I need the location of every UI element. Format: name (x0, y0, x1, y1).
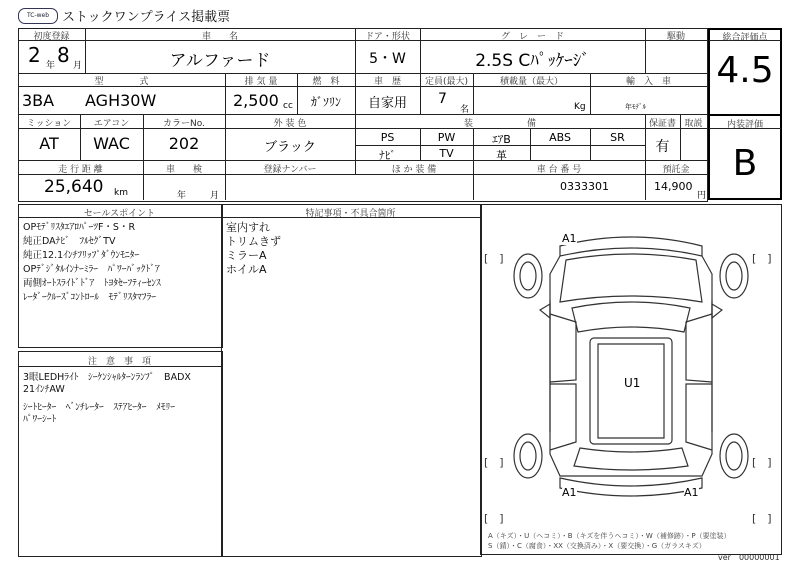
reg-month: 8 (57, 43, 70, 67)
history-label: 車 歴 (373, 77, 401, 87)
sales-line: OPﾓﾃﾞﾘｽﾀｴｱﾛﾊﾟｰﾂF・S・R (23, 222, 136, 233)
drive-label: 駆動 (666, 32, 685, 42)
remarks-label: 特記事項・不具合箇所 (305, 209, 396, 219)
inspection-month-unit: 月 (210, 191, 220, 201)
equip-tv: TV (439, 147, 454, 160)
inspection-label: 車 検 (165, 165, 202, 175)
reg-month-unit: 月 (73, 61, 83, 71)
remarks-line: 室内すれ (226, 221, 270, 234)
sales-line: 純正DAﾅﾋﾞ ﾌﾙｾｸﾞTV (23, 236, 116, 247)
inspection-year-unit: 年 (177, 191, 187, 201)
sales-line: 純正12.1ｲﾝﾁﾌﾘｯﾌﾟﾀﾞｳﾝﾓﾆﾀｰ (23, 250, 140, 261)
wheel-bracket: [ ] (484, 456, 504, 469)
warranty-label: 保証書 (648, 119, 676, 129)
remarks-line: トリムきず (226, 235, 281, 248)
equip-ps: PS (380, 131, 395, 144)
damage-mark-front: A1 (562, 232, 577, 245)
capacity-label: 定員(最大) (424, 77, 469, 87)
overall-score-label: 総合評価点 (722, 33, 768, 43)
displacement-label: 排 気 量 (244, 77, 278, 87)
wheel-bracket: [ ] (484, 252, 504, 265)
equipment-label: 装 備 (463, 119, 536, 129)
sales-label: セールスポイント (83, 209, 156, 219)
wheel-bracket: [ ] (752, 456, 772, 469)
remarks-line: ホイルA (226, 263, 267, 276)
color-no: 202 (168, 134, 200, 153)
damage-mark-rear-right: A1 (684, 486, 699, 499)
interior-score-label: 内装評価 (726, 120, 763, 130)
sales-line: 両側ｵｰﾄｽﾗｲﾄﾞﾄﾞｱ ﾄﾖﾀｾｰﾌﾃｨｰｾﾝｽ (23, 278, 161, 289)
deposit-unit: 円 (697, 191, 707, 201)
mileage-unit: km (114, 188, 128, 198)
capacity-unit: 名 (460, 105, 470, 115)
first-reg-label: 初度登録 (33, 32, 70, 42)
color-no-label: カラーNo. (163, 119, 205, 129)
payload-label: 積載量（最大） (499, 77, 563, 87)
notes-line: 21ｲﾝﾁAW (23, 384, 65, 395)
damage-mark-rear-left: A1 (562, 486, 577, 499)
model-prefix: 3BA (22, 91, 55, 110)
sales-line: OPﾃﾞｼﾞﾀﾙｲﾝﾅｰﾐﾗｰ ﾊﾟﾜｰﾊﾞｯｸﾄﾞｱ (23, 264, 160, 275)
grade-label: グ レ ー ド (500, 32, 564, 42)
payload-unit: Kg (574, 102, 586, 112)
damage-legend: A（キズ）・U（ヘコミ）・B（キズを伴うヘコミ）・W（補修跡）・P（要塗装） (488, 532, 731, 540)
capacity: 7 (438, 91, 447, 107)
plate-label: 登録ナンバー (263, 165, 317, 175)
deposit-label: 預託金 (662, 165, 690, 175)
exterior-label: 外 装 色 (273, 119, 307, 129)
reg-year-unit: 年 (46, 61, 56, 71)
notes-line: 3眼LEDHﾗｲﾄ ｼｰｹﾝｼｬﾙﾀｰﾝﾗﾝﾌﾟ BADX (23, 372, 191, 383)
exterior-color: ブラック (264, 140, 316, 155)
warranty: 有 (655, 139, 670, 155)
door-label: ドア・形状 (365, 32, 410, 42)
fuel: ｶﾞｿﾘﾝ (310, 95, 341, 109)
mission-label: ミッション (26, 119, 72, 129)
car-outline-diagram (480, 204, 782, 524)
equip-abs: ABS (549, 131, 571, 144)
damage-mark-roof: U1 (624, 376, 641, 390)
notes-line: ﾊﾟﾜｰｼｰﾄ (23, 414, 57, 425)
door-type: 5・W (369, 51, 406, 67)
extra-bracket: [ ] (752, 512, 772, 525)
extra-bracket: [ ] (484, 512, 504, 525)
mileage: 25,640 (44, 177, 104, 197)
logo: TC-web (18, 8, 58, 24)
reg-year: 2 (28, 43, 41, 67)
version: ver 00000001 (718, 553, 780, 562)
history: 自家用 (367, 96, 407, 111)
equip-pw: PW (437, 131, 456, 144)
mission: AT (39, 134, 59, 153)
equip-sr: SR (610, 131, 625, 144)
mileage-label: 走 行 距 離 (58, 165, 103, 175)
cc-unit: cc (283, 101, 293, 111)
remarks-line: ミラーA (226, 249, 267, 262)
equip-navi: ﾅﾋﾞ (379, 149, 396, 162)
chassis-number: 0333301 (560, 180, 609, 193)
import-label: 輸 入 車 (625, 77, 671, 87)
aircon-label: エアコン (93, 119, 130, 129)
equip-leather: 革 (496, 149, 507, 162)
overall-score: 4.5 (716, 50, 774, 91)
deposit: 14,900 (654, 180, 693, 193)
model-code: AGH30W (85, 91, 157, 110)
equip-airbag: ｴｱB (492, 133, 511, 146)
grade: 2.5S Cﾊﾟｯｹｰｼﾞ (475, 51, 590, 71)
damage-legend: S（錆）・C（腐食）・XX（交換済み）・X（要交換）・G（ガラスキズ） (488, 542, 706, 550)
fuel-label: 燃 料 (312, 77, 340, 87)
sales-line: ﾚｰﾀﾞｰｸﾙｰｽﾞｺﾝﾄﾛｰﾙ ﾓﾃﾞﾘｽﾀﾏﾌﾗｰ (23, 292, 157, 303)
wheel-bracket: [ ] (752, 252, 772, 265)
displacement: 2,500 (233, 91, 279, 110)
notes-label: 注 意 事 項 (87, 357, 151, 367)
manual-label: 取説 (684, 119, 703, 129)
notes-line: ｼｰﾄﾋｰﾀｰ ﾍﾞﾝﾁﾚｰﾀｰ ｽﾃｱﾋｰﾀｰ ﾒﾓﾘｰ (23, 402, 176, 413)
model-label: 型 式 (94, 77, 149, 87)
import-unit: 年ﾓﾃﾞﾙ (625, 103, 646, 111)
aircon: WAC (93, 134, 130, 153)
page-title: ストックワンプライス掲載票 (62, 10, 231, 25)
other-equip-label: ほ か 装 備 (391, 165, 437, 175)
interior-score: B (732, 143, 758, 184)
car-name-label: 車 名 (201, 32, 238, 42)
chassis-label: 車 台 番 号 (536, 165, 582, 175)
car-name: アルファード (169, 51, 271, 71)
